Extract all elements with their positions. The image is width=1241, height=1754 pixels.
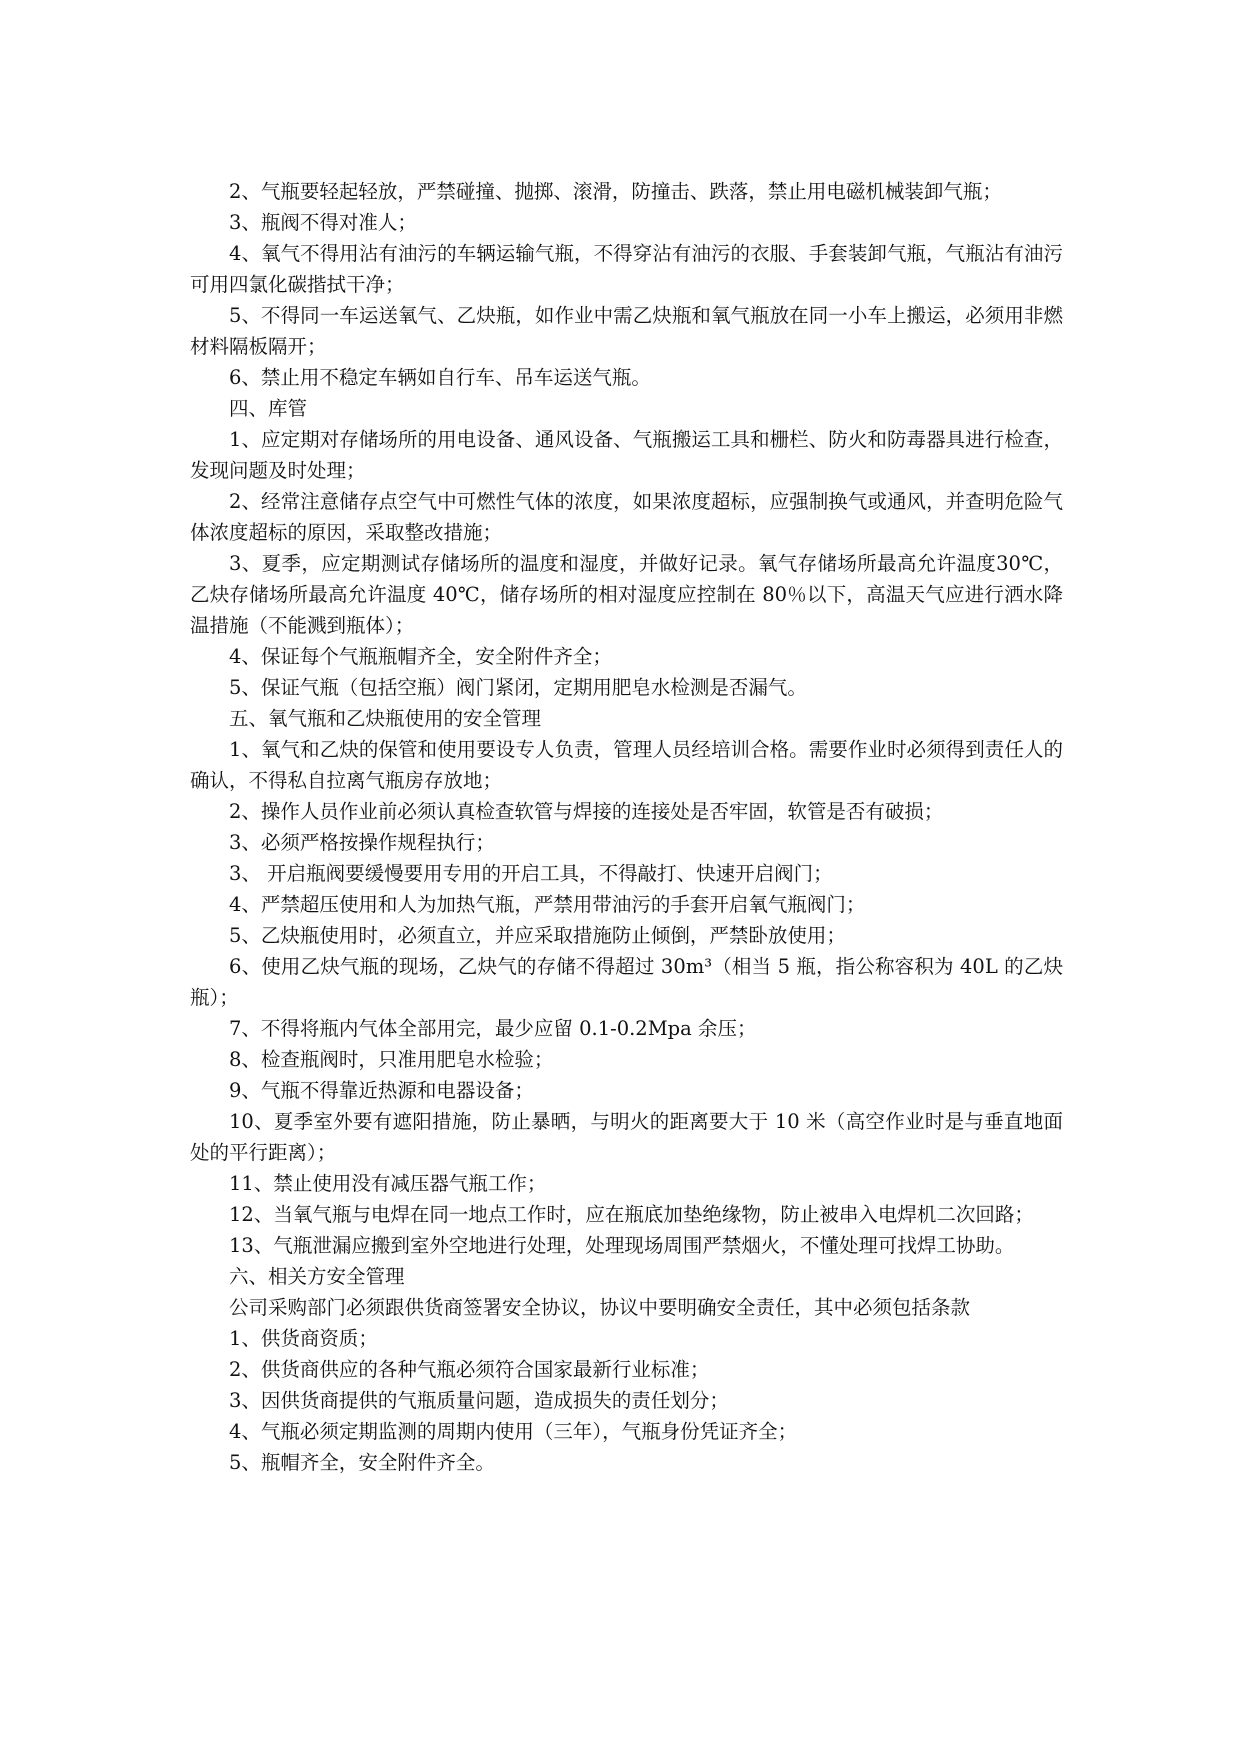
list-item: 11、禁止使用没有减压器气瓶工作； — [229, 1172, 547, 1195]
list-item: 5、保证气瓶（包括空瓶）阀门紧闭，定期用肥皂水检测是否漏气。 — [229, 676, 807, 699]
list-item: 2、经常注意储存点空气中可燃性气体的浓度，如果浓度超标，应强制换气或通风，并查明危险气体浓度超标的原因，采取整改措施； — [190, 490, 1063, 544]
list-item: 8、检查瓶阀时，只准用肥皂水检验； — [229, 1048, 554, 1071]
list-item: 13、气瓶泄漏应搬到室外空地进行处理，处理现场周围严禁烟火，不懂处理可找焊工协助。 — [229, 1234, 1015, 1257]
list-item: 9、气瓶不得靠近热源和电器设备； — [229, 1079, 534, 1102]
list-item: 3、因供货商提供的气瓶质量问题，造成损失的责任划分； — [229, 1389, 729, 1412]
list-item: 2、气瓶要轻起轻放，严禁碰撞、抛掷、滚滑，防撞击、跌落，禁止用电磁机械装卸气瓶； — [229, 180, 1002, 203]
document-body — [190, 176, 1063, 1478]
list-item: 12、当氧气瓶与电焊在同一地点工作时，应在瓶底加垫绝缘物，防止被串入电焊机二次回路； — [229, 1203, 1034, 1226]
section-intro: 公司采购部门必须跟供货商签署安全协议，协议中要明确安全责任，其中必须包括条款 — [229, 1296, 971, 1319]
list-item: 3、瓶阀不得对准人； — [229, 211, 417, 234]
list-item: 3、夏季，应定期测试存储场所的温度和湿度，并做好记录。氧气存储场所最高允许温度30℃，乙炔存储场所最高允许温度 40℃，储存场所的相对湿度应控制在 80％以下，高温天气应进行洒水降温措施（不能溅到瓶体）； — [190, 552, 1063, 637]
list-item: 2、供货商供应的各种气瓶必须符合国家最新行业标准； — [229, 1358, 710, 1381]
section-heading: 六、相关方安全管理 — [229, 1265, 405, 1288]
list-item: 7、不得将瓶内气体全部用完，最少应留 0.1-0.2Mpa 余压； — [229, 1017, 757, 1040]
list-item: 1、供货商资质； — [229, 1327, 378, 1350]
list-item: 5、不得同一车运送氧气、乙炔瓶，如作业中需乙炔瓶和氧气瓶放在同一小车上搬运，必须用非燃材料隔板隔开； — [190, 304, 1063, 358]
list-item: 5、瓶帽齐全，安全附件齐全。 — [229, 1451, 495, 1474]
list-item: 1、应定期对存储场所的用电设备、通风设备、气瓶搬运工具和栅栏、防火和防毒器具进行检查，发现问题及时处理； — [190, 428, 1063, 482]
section-heading: 五、氧气瓶和乙炔瓶使用的安全管理 — [229, 707, 542, 730]
list-item: 10、夏季室外要有遮阳措施，防止暴晒，与明火的距离要大于 10 米（高空作业时是与垂直地面处的平行距离）； — [190, 1110, 1063, 1164]
list-item: 3、必须严格按操作规程执行； — [229, 831, 495, 854]
list-item: 4、严禁超压使用和人为加热气瓶，严禁用带油污的手套开启氧气瓶阀门； — [229, 893, 866, 916]
list-item: 2、操作人员作业前必须认真检查软管与焊接的连接处是否牢固，软管是否有破损； — [229, 800, 944, 823]
section-heading: 四、库管 — [229, 397, 308, 420]
list-item: 6、禁止用不稳定车辆如自行车、吊车运送气瓶。 — [229, 366, 651, 389]
list-item: 3、 开启瓶阀要缓慢要用专用的开启工具，不得敲打、快速开启阀门； — [229, 862, 833, 885]
list-item: 4、保证每个气瓶瓶帽齐全，安全附件齐全； — [229, 645, 612, 668]
list-item: 6、使用乙炔气瓶的现场，乙炔气的存储不得超过 30m³（相当 5 瓶，指公称容积为 40L 的乙炔瓶）； — [190, 955, 1063, 1009]
list-item: 4、气瓶必须定期监测的周期内使用（三年），气瓶身份凭证齐全； — [229, 1420, 798, 1443]
list-item: 5、乙炔瓶使用时，必须直立，并应采取措施防止倾倒，严禁卧放使用； — [229, 924, 846, 947]
list-item: 4、氧气不得用沾有油污的车辆运输气瓶，不得穿沾有油污的衣服、手套装卸气瓶，气瓶沾有油污可用四氯化碳揩拭干净； — [190, 242, 1063, 296]
list-item: 1、氧气和乙炔的保管和使用要设专人负责，管理人员经培训合格。需要作业时必须得到责任人的确认，不得私自拉离气瓶房存放地； — [190, 738, 1063, 792]
